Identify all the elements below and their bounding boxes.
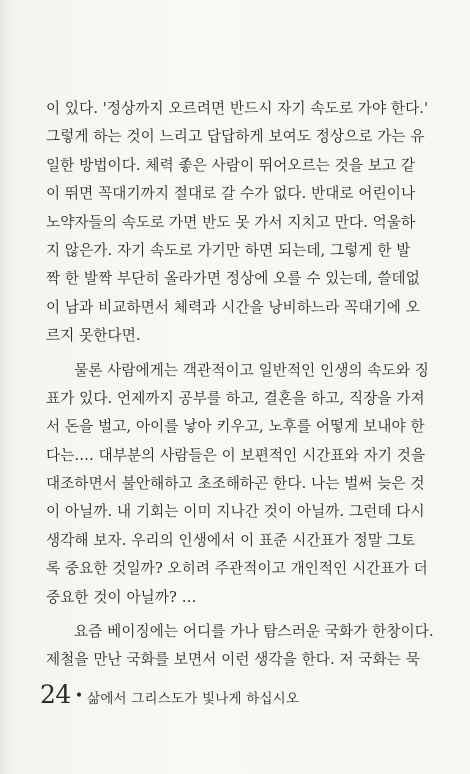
- text-line: 르지 못한다면.: [46, 327, 141, 345]
- page-gutter-shadow: [0, 0, 14, 774]
- text-line: 서 돈을 벌고, 아이를 낳아 키우고, 노후를 어떻게 보내야 한: [46, 418, 425, 436]
- text-line: 대조하면서 불안해하고 초조해하곤 한다. 나는 벌써 늦은 것: [46, 475, 425, 493]
- text-line: 제철을 만난 국화를 보면서 이런 생각을 한다. 저 국화는 묵: [46, 651, 420, 669]
- text-line: 일한 방법이다. 체력 좋은 사람이 뛰어오르는 것을 보고 같: [46, 156, 416, 174]
- text-line: 물론 사람에게는 객관적이고 일반적인 인생의 속도와 징: [74, 361, 429, 379]
- paragraph: [46, 95, 446, 351]
- running-title: 삶에서 그리스도가 빛나게 하십시오: [87, 691, 300, 707]
- text-line: 중요한 것이 아닐까? …: [46, 588, 197, 606]
- text-line: 이 뛰면 꼭대기까지 절대로 갈 수가 없다. 반대로 어린이나: [46, 185, 416, 203]
- text-line: 록 중요한 것일까? 오히려 주관적이고 개인적인 시간표가 더: [46, 560, 428, 578]
- page-footer: [40, 680, 299, 710]
- page-number: 24: [40, 680, 71, 709]
- text-line: 그렇게 하는 것이 느리고 답답하게 보여도 정상으로 가는 유: [46, 128, 425, 146]
- paragraph: [46, 357, 446, 613]
- text-line: 요즘 베이징에는 어디를 가나 탐스러운 국화가 한창이다.: [74, 623, 434, 641]
- text-line: 이 남과 비교하면서 체력과 시간을 낭비하느라 꼭대기에 오: [46, 298, 420, 316]
- text-line: 생각해 보자. 우리의 인생에서 이 표준 시간표가 정말 그토: [46, 531, 416, 549]
- text-line: 다는…. 대부분의 사람들은 이 보편적인 시간표와 자기 것을: [46, 446, 426, 464]
- body-text: [46, 95, 446, 675]
- bullet-separator: •: [74, 688, 84, 704]
- text-line: 이 있다. '정상까지 오르려면 반드시 자기 속도로 가야 한다.': [46, 100, 429, 117]
- text-line: 표가 있다. 언제까지 공부를 하고, 결혼을 하고, 직장을 가져: [46, 389, 425, 407]
- text-line: 지 않은가. 자기 속도로 가기만 하면 되는데, 그렇게 한 발: [46, 241, 411, 259]
- text-line: 노약자들의 속도로 가면 반도 못 가서 지치고 만다. 억울하: [46, 213, 416, 231]
- paragraph: [46, 618, 446, 675]
- text-line: 짝 한 발짝 부단히 올라가면 정상에 오를 수 있는데, 쓸데없: [46, 270, 420, 288]
- text-line: 이 아닐까. 내 기회는 이미 지나간 것이 아닐까. 그런데 다시: [46, 503, 425, 521]
